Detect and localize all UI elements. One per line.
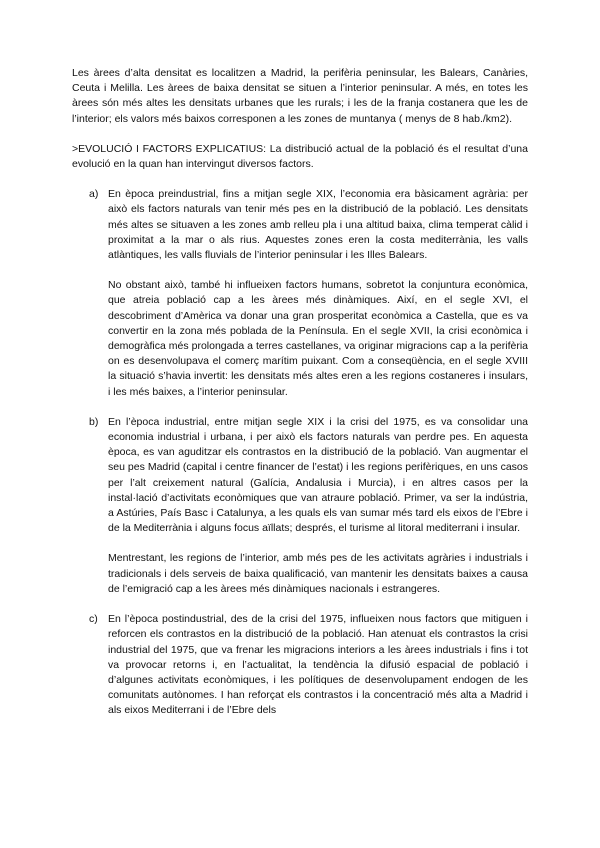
item-paragraph: En l’època postindustrial, des de la crisi del 1975, influeixen nous factors que mitiguen i reforcen els contrastos en la distribució de la població. Han atenuat els contrastos la crisi industrial del 1975, que va frenar les migracions interiors a les àrees industrials i fins i tot va provocar retorns i, en l’actualitat, la tendència la difusió espacial de població i d’algunes activitats econòmiques, i les polítiques de desenvolupament endogen de les comunitats autònomes. I han reforçat els contrastos i la concentració més alta a Madrid i als eixos Mediterrani i de l’Ebre dels <box>108 613 528 717</box>
list-marker: a) <box>89 188 99 201</box>
list-item <box>72 415 528 597</box>
item-paragraph: En època preindustrial, fins a mitjan segle XIX, l’economia era bàsicament agrària: per això els factors naturals van tenir més pes en la distribució de la població. Les densitats més altes se situaven a les zones amb relleu pla i una altitud baixa, clima temperat càlid i proximitat a la mar o als rius. Aquestes zones eren la costa mediterrània, les valls atlàntiques, les valls fluvials de l’interior peninsular i les Illes Balears. <box>108 188 528 262</box>
intro-paragraph: Les àrees d’alta densitat es localitzen a Madrid, la perifèria peninsular, les Balears, Canàries, Ceuta i Melilla. Les àrees de baixa densitat se situen a l’interior peninsular. A més, en totes les àrees són més altes les densitats urbanes que les rurals; i les de la franja costanera que les de l’interior; els valors més baixos corresponen a les zones de muntanya ( menys de 8 hab./km2). <box>72 67 528 125</box>
list-item <box>72 187 528 400</box>
factors-list <box>72 187 528 718</box>
item-paragraph: Mentrestant, les regions de l’interior, amb més pes de les activitats agràries i industrials i tradicionals i dels serveis de baixa qualificació, van mantenir les densitats baixes a causa de l’emigració cap a les àrees més dinàmiques nacionals i estrangeres. <box>108 552 528 595</box>
list-item <box>72 612 528 718</box>
item-paragraph: En l’època industrial, entre mitjan segle XIX i la crisi del 1975, es va consolidar una economia industrial i urbana, i per això els factors naturals van perdre pes. En aquesta època, es van aguditzar els contrastos en la distribució de la població. Van augmentar el seu pes Madrid (capital i centre financer de l’estat) i les regions perifèriques, en uns casos per l’alt creixement natural (Galícia, Andalusia i Murcia), i en altres casos per la instal·lació d’activitats econòmiques que van atraure població. Primer, va ser la indústria, a Astúries, País Basc i Catalunya, a les quals els van sumar més tard els eixos de l’Ebre i de la Mediterrània i alguns focus aïllats; després, el turisme al litoral mediterrani i insular. <box>108 415 528 535</box>
list-marker: c) <box>89 613 98 626</box>
list-marker: b) <box>89 415 99 428</box>
section-intro-paragraph: >EVOLUCIÓ I FACTORS EXPLICATIUS: La distribució actual de la població és el resultat d’una evolució en la quan han intervingut diversos factors. <box>72 142 528 171</box>
item-paragraph: No obstant això, també hi influeixen factors humans, sobretot la conjuntura econòmica, que atreia població cap a les àrees més dinàmiques. Així, en el segle XVI, el descobriment d’Amèrica va donar una gran prosperitat econòmica a Castella, que es va convertir en la zona més poblada de la Península. En el segle XVII, la crisi econòmica i demogràfica més prolongada a terres castellanes, va originar migracions cap a la perifèria on es desenvolupava el comerç marítim puixant. Com a conseqüència, en el segle XVIII la situació s’havia invertit: les densitats més altes eren a les regions costaneres i insulars, i les més baixes, a l’interior peninsular. <box>108 279 528 398</box>
